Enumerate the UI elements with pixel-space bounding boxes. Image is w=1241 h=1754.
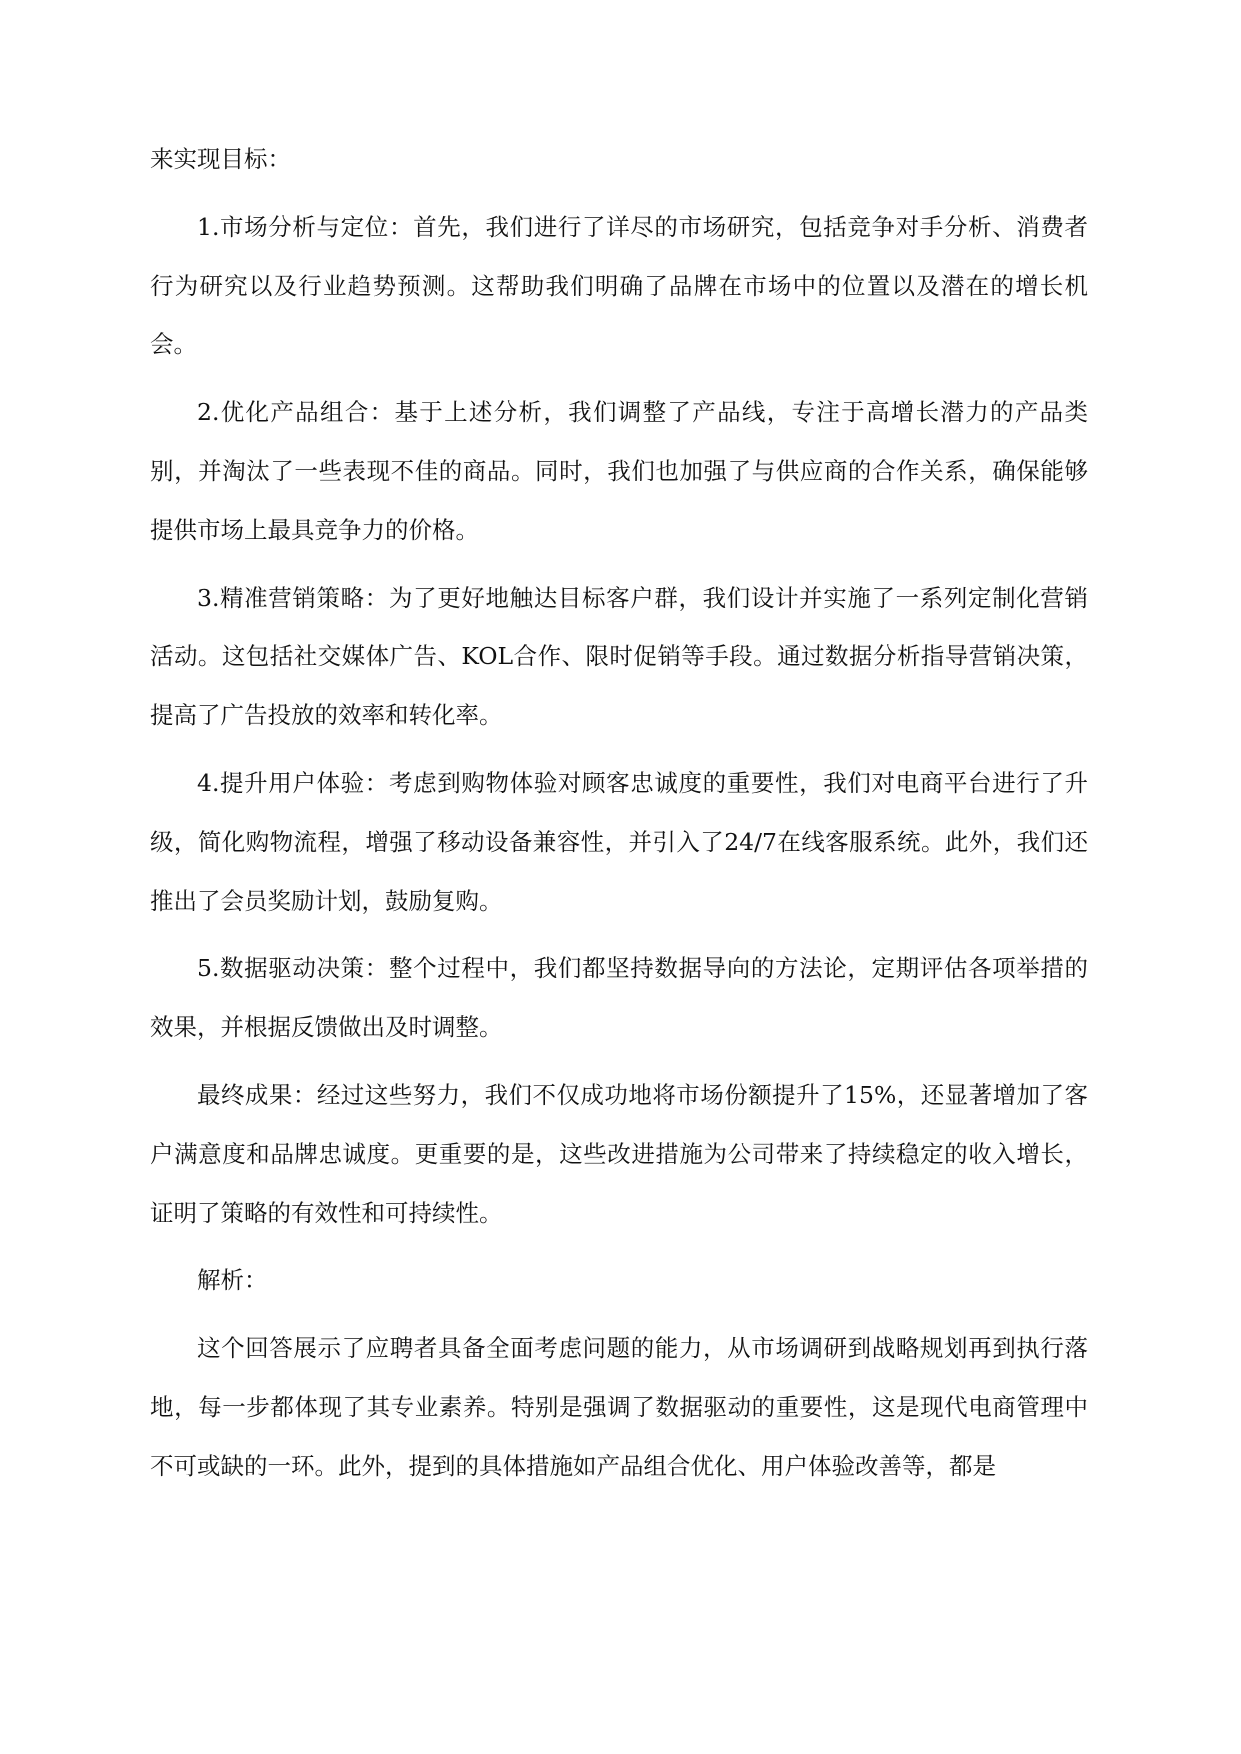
paragraph-analysis-heading: 解析： (197, 1266, 268, 1295)
paragraph-analysis-body: 这个回答展示了应聘者具备全面考虑问题的能力，从市场调研到战略规划再到执行落地，每一步都体现了其专业素养。特别是强调了数据驱动的重要性，这是现代电商管理中不可或缺的一环。此外，提到的具体措施如产品组合优化、用户体验改善等，都是 (150, 1334, 1088, 1480)
paragraph-market-analysis: 1.市场分析与定位：首先，我们进行了详尽的市场研究，包括竞争对手分析、消费者行为研究以及行业趋势预测。这帮助我们明确了品牌在市场中的位置以及潜在的增长机会。 (150, 212, 1088, 359)
paragraph-continuation: 来实现目标： (150, 145, 291, 173)
paragraph-marketing-strategy: 3.精准营销策略：为了更好地触达目标客户群，我们设计并实施了一系列定制化营销活动。这包括社交媒体广告、KOL合作、限时促销等手段。通过数据分析指导营销决策，提高了广告投放的效率和转化率。 (150, 583, 1088, 730)
paragraph-final-results: 最终成果：经过这些努力，我们不仅成功地将市场份额提升了15%，还显著增加了客户满意度和品牌忠诚度。更重要的是，这些改进措施为公司带来了持续稳定的收入增长，证明了策略的有效性和可持续性。 (150, 1080, 1088, 1227)
paragraph-data-driven: 5.数据驱动决策：整个过程中，我们都坚持数据导向的方法论，定期评估各项举措的效果，并根据反馈做出及时调整。 (150, 954, 1088, 1042)
paragraph-user-experience: 4.提升用户体验：考虑到购物体验对顾客忠诚度的重要性，我们对电商平台进行了升级，简化购物流程，增强了移动设备兼容性，并引入了24/7在线客服系统。此外，我们还推出了会员奖励计划，鼓励复购。 (150, 768, 1088, 915)
document-body (150, 130, 1088, 1505)
paragraph-product-mix: 2.优化产品组合：基于上述分析，我们调整了产品线，专注于高增长潜力的产品类别，并淘汰了一些表现不佳的商品。同时，我们也加强了与供应商的合作关系，确保能够提供市场上最具竞争力的价格。 (150, 398, 1088, 544)
